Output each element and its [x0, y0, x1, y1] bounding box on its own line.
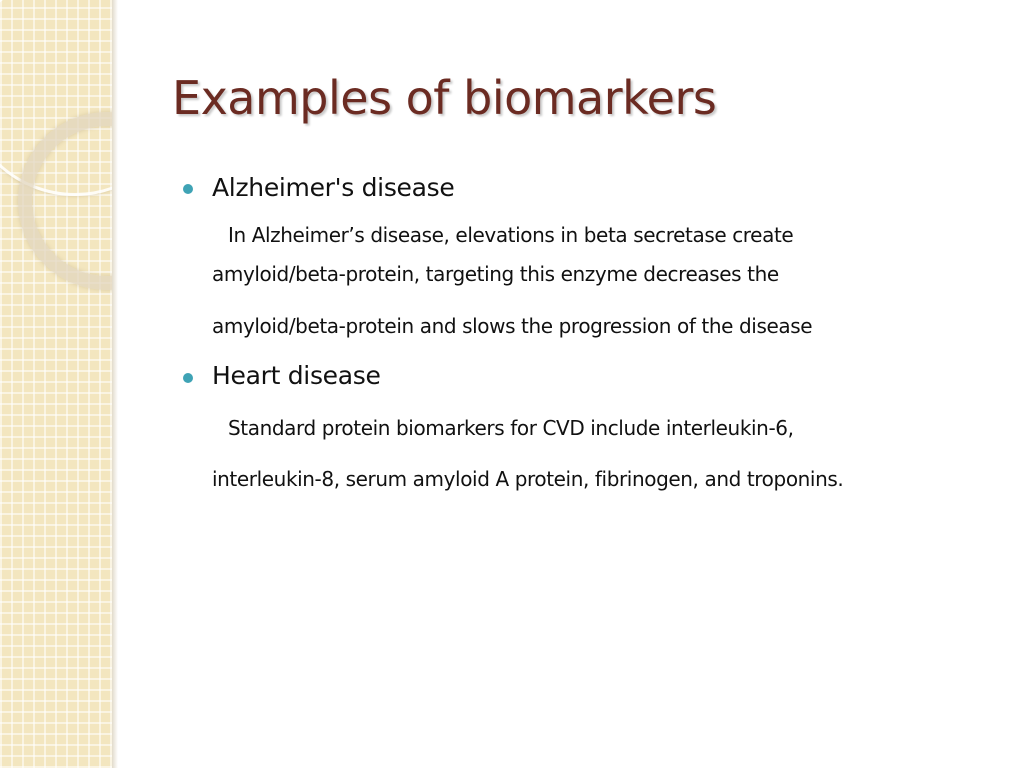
body-text-line: Standard protein biomarkers for CVD include interleukin-6, [228, 416, 794, 440]
bullet-dot [183, 373, 193, 383]
body-text-line: In Alzheimer’s disease, elevations in beta secretase create [228, 223, 794, 247]
bullet-heading-alzheimers: Alzheimer's disease [212, 173, 455, 202]
decorative-side-strip [0, 0, 112, 768]
bullet-heading-heart-disease: Heart disease [212, 361, 381, 390]
body-text-line: amyloid/beta-protein, targeting this enzyme decreases the [212, 262, 779, 286]
body-text-line: amyloid/beta-protein and slows the progression of the disease [212, 314, 813, 338]
side-strip-edge [112, 0, 118, 768]
slide-title: Examples of biomarkers [172, 71, 717, 125]
body-text-line: interleukin-8, serum amyloid A protein, fibrinogen, and troponins. [212, 467, 844, 491]
bullet-dot [183, 184, 193, 194]
